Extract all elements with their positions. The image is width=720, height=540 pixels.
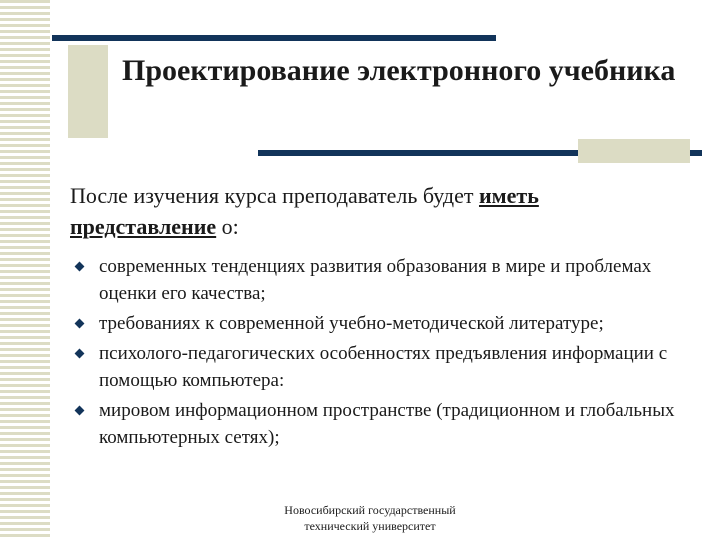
title-accent-block-right bbox=[578, 139, 690, 163]
diamond-bullet-icon bbox=[75, 262, 85, 272]
bullet-text: психолого-педагогических особенностях предъявления информации с помощью компьютера: bbox=[99, 343, 668, 391]
slide-title: Проектирование электронного учебника bbox=[122, 54, 676, 87]
title-accent-block bbox=[68, 45, 108, 138]
bullet-text: мировом информационном пространстве (традиционном и глобальных компьютерных сетях); bbox=[99, 400, 675, 448]
list-item bbox=[74, 253, 694, 307]
diamond-bullet-icon bbox=[75, 349, 85, 359]
decorative-stripes bbox=[0, 0, 50, 540]
intro-before: После изучения курса преподаватель будет bbox=[70, 183, 479, 208]
list-item bbox=[74, 397, 694, 451]
diamond-bullet-icon bbox=[75, 406, 85, 416]
bullet-text: требованиях к современной учебно-методической литературе; bbox=[99, 313, 604, 334]
footer-line-2: технический университет bbox=[304, 519, 436, 533]
list-item bbox=[74, 310, 694, 337]
bullet-list bbox=[74, 253, 694, 454]
footer-institution bbox=[220, 502, 520, 534]
intro-emphasis: иметь представление bbox=[70, 183, 539, 239]
list-item bbox=[74, 340, 694, 394]
title-rule-top bbox=[52, 35, 496, 41]
bullet-text: современных тенденциях развития образования в мире и проблемах оценки его качества; bbox=[99, 256, 652, 304]
intro-text bbox=[70, 180, 690, 242]
intro-after: о: bbox=[216, 214, 239, 239]
diamond-bullet-icon bbox=[75, 319, 85, 329]
footer-line-1: Новосибирский государственный bbox=[284, 503, 456, 517]
